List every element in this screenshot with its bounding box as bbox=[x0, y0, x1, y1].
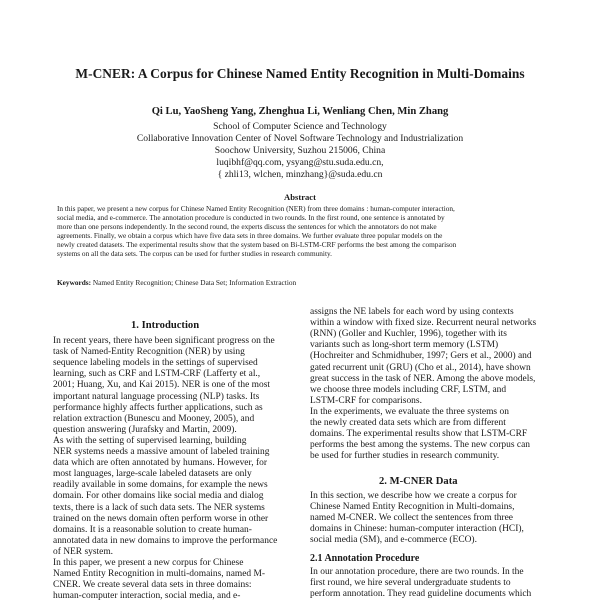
body-text-line: great success in the task of NER. Among the above models, bbox=[310, 373, 536, 384]
body-text-line: variants such as long-short term memory (LSTM) bbox=[310, 340, 499, 351]
affiliation-line: Collaborative Innovation Center of Novel Software Technology and Industrialization bbox=[136, 133, 464, 144]
body-text-line: first round, we hire several undergraduate students to bbox=[310, 578, 511, 589]
body-text-line: In our annotation procedure, there are two rounds. In the bbox=[310, 567, 524, 577]
body-text-line: of NER system. bbox=[53, 546, 114, 557]
abstract-line: systems on all the data sets. The corpus can be used for further studies in research community. bbox=[57, 249, 332, 258]
body-text-line: 2001; Huang, Xu, and Kai 2015). NER is one of the most bbox=[53, 380, 271, 391]
body-text-line: CNER. We create several data sets in three domains: bbox=[53, 580, 252, 591]
body-text-line: (RNN) (Goller and Kuchler, 1996), together with its bbox=[310, 329, 507, 340]
body-text-line: be used for further studies in research community. bbox=[310, 451, 500, 462]
body-text-line: assigns the NE labels for each word by using contexts bbox=[310, 307, 514, 317]
body-text-line: question answering (Jurafsky and Martin, 2009). bbox=[53, 424, 237, 435]
body-text-line: domains. It is a reasonable solution to create human- bbox=[53, 524, 252, 535]
body-text-line: texts, there is a lack of such data sets. The NER systems bbox=[53, 502, 265, 513]
body-text-line: gated recurrent unit (GRU) (Cho et al., 2014), have shown bbox=[310, 362, 531, 373]
body-text-line: human-computer interaction, social media, and e- bbox=[53, 591, 241, 602]
body-text-line: Chinese Named Entity Recognition in Multi-domains, bbox=[310, 502, 515, 513]
subsection-heading-annotation: 2.1 Annotation Procedure bbox=[310, 553, 420, 564]
body-text-line: data which are often annotated by humans. However, for bbox=[53, 458, 267, 469]
body-text-line: NER systems needs a massive amount of labeled training bbox=[53, 447, 270, 457]
section-heading-introduction: 1. Introduction bbox=[131, 320, 200, 331]
body-text-line: performs the best among the systems. The new corpus can bbox=[310, 440, 530, 451]
body-text-line: readily available in some domains, for example the news bbox=[53, 480, 268, 491]
body-text-line: social media (SM), and e-commerce (ECO). bbox=[310, 535, 477, 546]
body-text-line: In recent years, there have been significant progress on the bbox=[53, 336, 275, 346]
body-text-line: annotated data in new domains to improve the performance bbox=[53, 535, 278, 546]
body-text-line: within a window with fixed size. Recurrent neural networks bbox=[310, 318, 537, 329]
body-text-line: domains in Chinese: human-computer interaction (HCI), bbox=[310, 524, 524, 535]
body-text-line: we choose three models including CRF, LSTM, and bbox=[310, 384, 507, 395]
body-text-line: domains. The experimental results show that LSTM-CRF bbox=[310, 429, 528, 440]
body-text-line: most languages, large-scale labeled datasets are only bbox=[53, 469, 252, 480]
body-text-line: learning, such as CRF and LSTM-CRF (Lafferty et al., bbox=[53, 369, 261, 380]
keywords-text: Named Entity Recognition; Chinese Data Set; Information Extraction bbox=[92, 278, 297, 287]
body-text-line: LSTM-CRF for comparisons. bbox=[310, 395, 422, 406]
body-text-line: relation extraction (Bunescu and Mooney, 2005), and bbox=[53, 413, 255, 424]
body-text-line: task of Named-Entity Recognition (NER) by using bbox=[53, 347, 245, 358]
keywords bbox=[57, 278, 547, 287]
body-text-line: trained on the news domain often perform worse in other bbox=[53, 513, 269, 524]
abstract-line: In this paper, we present a new corpus for Chinese Named Entity Recognition (NER) from three domains : human-computer interaction, bbox=[57, 204, 455, 213]
body-text-line: performance highly affects further applications, such as bbox=[53, 402, 263, 413]
body-text-line: important natural language processing (NLP) tasks. Its bbox=[53, 391, 260, 402]
author-email-line: luqibhf@qq.com, ysyang@stu.suda.edu.cn, bbox=[216, 157, 384, 168]
author-email-line: { zhli13, wlchen, minzhang}@suda.edu.cn bbox=[217, 169, 383, 180]
abstract-line: more than one persons independently. In the second round, the experts discuss the sentences for which the annotators do not make bbox=[57, 222, 437, 231]
body-text-line: the newly created data sets which are from different bbox=[310, 418, 506, 428]
body-text-line: sequence labeling models in the settings of supervised bbox=[53, 358, 258, 369]
body-text-line: In the experiments, we evaluate the three systems on bbox=[310, 406, 509, 417]
body-text-line: (Hochreiter and Schmidhuber, 1997; Gers et al., 2000) and bbox=[310, 351, 532, 362]
author-list: Qi Lu, YaoSheng Yang, Zhenghua Li, Wenliang Chen, Min Zhang bbox=[151, 106, 449, 117]
body-text-line: As with the setting of supervised learning, building bbox=[53, 435, 247, 446]
paper-title: M-CNER: A Corpus for Chinese Named Entity Recognition in Multi-Domains bbox=[75, 66, 525, 81]
abstract-line: social media, and e-commerce. The annotation procedure is conducted in two rounds. In the first round, one sentence is annotated by bbox=[57, 213, 445, 222]
affiliation-line: School of Computer Science and Technology bbox=[213, 121, 387, 132]
abstract-heading: Abstract bbox=[284, 192, 316, 202]
body-text-line: named M-CNER. We collect the sentences from three bbox=[310, 513, 513, 524]
abstract-line: agreements. Finally, we obtain a corpus which have five data sets in three domains. We further evaluate three popular models on the bbox=[57, 231, 443, 240]
abstract-line: newly created datasets. The experimental results show that the system based on Bi-LSTM-CRF performs the best among the comparison bbox=[57, 240, 457, 249]
section-heading-mcner-data: 2. M-CNER Data bbox=[379, 476, 458, 487]
body-text-line: In this section, we describe how we create a corpus for bbox=[310, 491, 517, 501]
body-text-line: domain. For other domains like social media and dialog bbox=[53, 491, 264, 502]
body-text-line: perform annotation. They read guideline documents which bbox=[310, 589, 532, 600]
keywords-label: Keywords: bbox=[57, 278, 92, 287]
body-text-line: In this paper, we present a new corpus for Chinese bbox=[53, 558, 244, 568]
body-text-line: Named Entity Recognition in multi-domains, named M- bbox=[53, 569, 266, 580]
affiliation-line: Soochow University, Suzhou 215006, China bbox=[214, 145, 386, 156]
